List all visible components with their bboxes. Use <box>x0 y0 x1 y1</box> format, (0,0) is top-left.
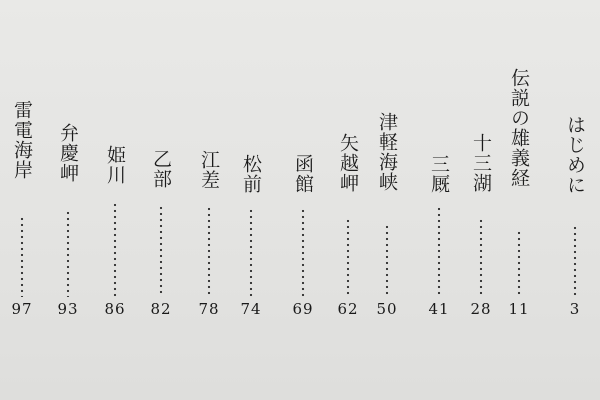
leader-dots <box>113 202 117 297</box>
toc-entry-minmaya <box>425 0 453 400</box>
toc-entry-page: 28 <box>470 300 492 318</box>
leader-dots <box>159 205 163 297</box>
toc-entry-page: 62 <box>337 300 359 318</box>
toc-entry-esashi <box>195 0 223 400</box>
toc-entry-matsumae <box>237 0 265 400</box>
toc-entry-yoshitsune <box>505 0 533 400</box>
toc-entry-jusanko <box>467 0 495 400</box>
toc-entry-title: 弁慶岬 <box>57 123 79 183</box>
leader-dots <box>479 218 483 297</box>
leader-dots <box>207 206 211 297</box>
toc-entry-tsugaru-kaikyo <box>373 0 401 400</box>
toc-entry-page: 69 <box>292 300 314 318</box>
toc-entry-title: 雷電海岸 <box>11 100 33 180</box>
toc-entry-page: 11 <box>508 300 530 318</box>
toc-entry-benkei-misaki <box>54 0 82 400</box>
toc-entry-title: 十三湖 <box>470 133 492 193</box>
toc-entry-title: 矢越岬 <box>337 133 359 193</box>
leader-dots <box>249 208 253 297</box>
toc-entry-raiden-kaigan <box>8 0 36 400</box>
toc-entry-title: 津軽海峡 <box>376 112 398 192</box>
toc-entry-hakodate <box>289 0 317 400</box>
toc-entry-himekawa <box>101 0 129 400</box>
leader-dots <box>346 218 350 297</box>
toc-entry-hajimeni <box>561 0 589 400</box>
toc-entry-title: 三厩 <box>428 154 450 194</box>
toc-entry-title: 函館 <box>292 154 314 194</box>
toc-entry-page: 82 <box>150 300 172 318</box>
toc-entry-page: 97 <box>11 300 33 318</box>
toc-entry-page: 3 <box>569 300 581 318</box>
toc-entry-otobe <box>147 0 175 400</box>
leader-dots <box>20 216 24 297</box>
toc-entry-page: 86 <box>104 300 126 318</box>
toc-entry-title: 伝説の雄義経 <box>508 68 530 188</box>
leader-dots <box>385 224 389 297</box>
toc-entry-yagoshi-misaki <box>334 0 362 400</box>
toc-entry-page: 78 <box>198 300 220 318</box>
leader-dots <box>573 225 577 297</box>
toc-entry-title: 姫川 <box>104 145 126 185</box>
toc-entry-title: 乙部 <box>150 149 172 189</box>
toc-entry-title: 江差 <box>198 150 220 190</box>
toc-entry-page: 50 <box>376 300 398 318</box>
leader-dots <box>517 230 521 297</box>
toc-entry-title: 松前 <box>240 154 262 194</box>
toc-entry-page: 41 <box>428 300 450 318</box>
leader-dots <box>301 208 305 297</box>
leader-dots <box>66 210 70 297</box>
toc-entry-page: 93 <box>57 300 79 318</box>
toc-entry-page: 74 <box>240 300 262 318</box>
leader-dots <box>437 206 441 297</box>
toc-entry-title: はじめに <box>564 115 586 195</box>
